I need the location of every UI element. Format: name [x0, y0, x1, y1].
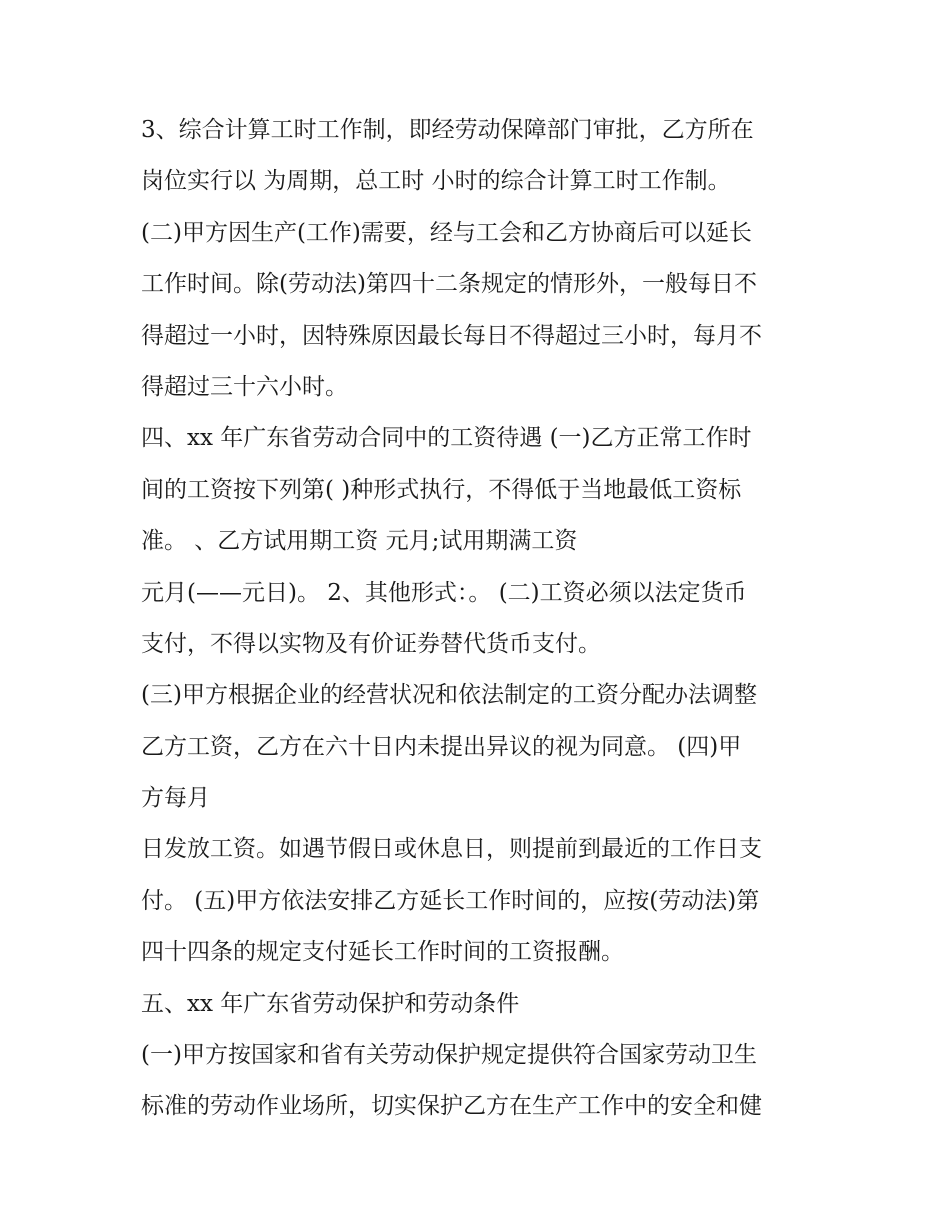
text-line: 四十四条的规定支付延长工作时间的工资报酬。 [141, 939, 624, 966]
text-line: 元月(——元日)。 2、其他形式：。 (二)工资必须以法定货币 [141, 579, 747, 606]
text-line: 得超过一小时，因特殊原因最长每日不得超过三小时，每月不 [141, 322, 762, 349]
text-line: 标准的劳动作业场所，切实保护乙方在生产工作中的安全和健 [141, 1093, 762, 1120]
text-line: 五、xx 年广东省劳动保护和劳动条件 [141, 990, 520, 1017]
text-line: 方每月 [141, 785, 210, 812]
text-line: (二)甲方因生产(工作)需要，经与工会和乙方协商后可以延长 [141, 219, 752, 246]
text-line: (一)甲方按国家和省有关劳动保护规定提供符合国家劳动卫生 [141, 1042, 757, 1069]
text-line: 得超过三十六小时。 [141, 373, 348, 400]
text-line: 准。 、乙方试用期工资 元月;试用期满工资 [141, 528, 578, 555]
text-line: 支付，不得以实物及有价证券替代货币支付。 [141, 630, 601, 657]
text-line: 四、xx 年广东省劳动合同中的工资待遇 (一)乙方正常工作时 [141, 425, 752, 452]
text-line: 乙方工资，乙方在六十日内未提出异议的视为同意。 (四)甲 [141, 733, 742, 760]
text-line: 间的工资按下列第( )种形式执行，不得低于当地最低工资标 [141, 476, 742, 503]
text-line: 工作时间。除(劳动法)第四十二条规定的情形外，一般每日不 [141, 271, 757, 298]
document-body [141, 108, 841, 1136]
text-line: 日发放工资。如遇节假日或休息日，则提前到最近的工作日支 [141, 836, 762, 863]
text-line: 岗位实行以 为周期，总工时 小时的综合计算工时工作制。 [141, 168, 731, 195]
text-line: 付。 (五)甲方依法安排乙方延长工作时间的，应按(劳动法)第 [141, 887, 760, 914]
text-line: 3、综合计算工时工作制，即经劳动保障部门审批，乙方所在 [141, 117, 754, 143]
text-line: (三)甲方根据企业的经营状况和依法制定的工资分配办法调整 [141, 682, 757, 709]
